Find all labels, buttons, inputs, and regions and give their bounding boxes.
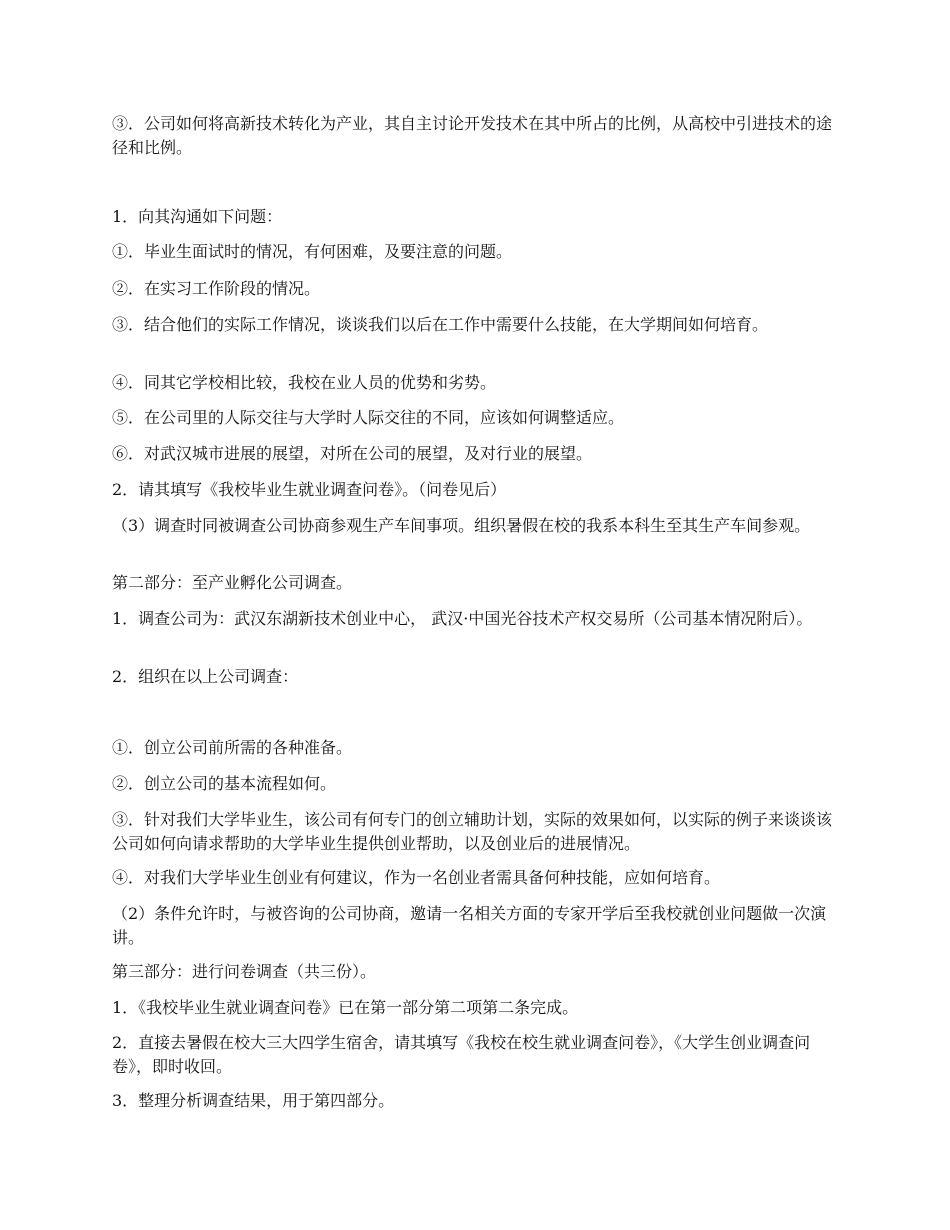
paragraph-analyze-results: 3．整理分析调查结果，用于第四部分。 (112, 1091, 395, 1110)
paragraph-communicate-questions: 1．向其沟通如下问题： (112, 207, 283, 226)
paragraph-graduate-survey: 1．《我校毕业生就业调查问卷》已在第一部分第二项第二条完成。 (112, 998, 579, 1017)
paragraph-interpersonal: ⑤．在公司里的人际交往与大学时人际交往的不同，应该如何调整适应。 (112, 408, 625, 427)
paragraph-dorm-survey: 2．直接去暑假在校大三大四学生宿舍，请其填写《我校在校生就业调查问卷》，《大学生创业调查问卷》，即时收回。 (112, 1033, 811, 1076)
paragraph-internship: ②．在实习工作阶段的情况。 (112, 279, 321, 298)
paragraph-assist-plan: ③．针对我们大学毕业生，该公司有何专门的创立辅助计划，实际的效果如何，以实际的例子来谈谈该公司如何向请求帮助的大学毕业生提供创业帮助，以及创业后的进展情况。 (112, 810, 833, 853)
paragraph-advice: ④．对我们大学毕业生创业有何建议，作为一名创业者需具备何种技能，应如何培育。 (112, 868, 721, 887)
paragraph-expert-lecture: （2）条件允许时，与被咨询的公司协商，邀请一名相关方面的专家开学后至我校就创业问题做一次演讲。 (112, 904, 827, 947)
paragraph-fill-survey: 2．请其填写《我校毕业生就业调查问卷》。（问卷见后） (112, 480, 507, 499)
paragraph-companies: 1．调查公司为：武汉东湖新技术创业中心， 武汉·中国光谷技术产权交易所（公司基本情况附后）。 (112, 609, 813, 628)
paragraph-visit-workshop: （3）调查时同被调查公司协商参观生产车间事项。组织暑假在校的我系本科生至其生产车间参观。 (112, 516, 811, 535)
paragraph-compare-schools: ④．同其它学校相比较，我校在业人员的优势和劣势。 (112, 373, 497, 392)
section-heading-part-three: 第三部分：进行问卷调查（共三份）。 (112, 962, 377, 981)
paragraph-process: ②．创立公司的基本流程如何。 (112, 774, 337, 793)
section-heading-part-two: 第二部分：至产业孵化公司调查。 (112, 573, 353, 592)
paragraph-skills-needed: ③．结合他们的实际工作情况，谈谈我们以后在工作中需要什么技能，在大学期间如何培育。 (112, 315, 769, 334)
paragraph-tech-transfer: ③．公司如何将高新技术转化为产业，其自主讨论开发技术在其中所占的比例，从高校中引进技术的途径和比例。 (112, 114, 833, 157)
paragraph-outlook: ⑥．对武汉城市进展的展望，对所在公司的展望，及对行业的展望。 (112, 444, 593, 463)
paragraph-interview-situation: ①．毕业生面试时的情况，有何困难，及要注意的问题。 (112, 242, 513, 261)
paragraph-preparation: ①．创立公司前所需的各种准备。 (112, 738, 353, 757)
paragraph-organize-survey: 2．组织在以上公司调查： (112, 667, 299, 686)
